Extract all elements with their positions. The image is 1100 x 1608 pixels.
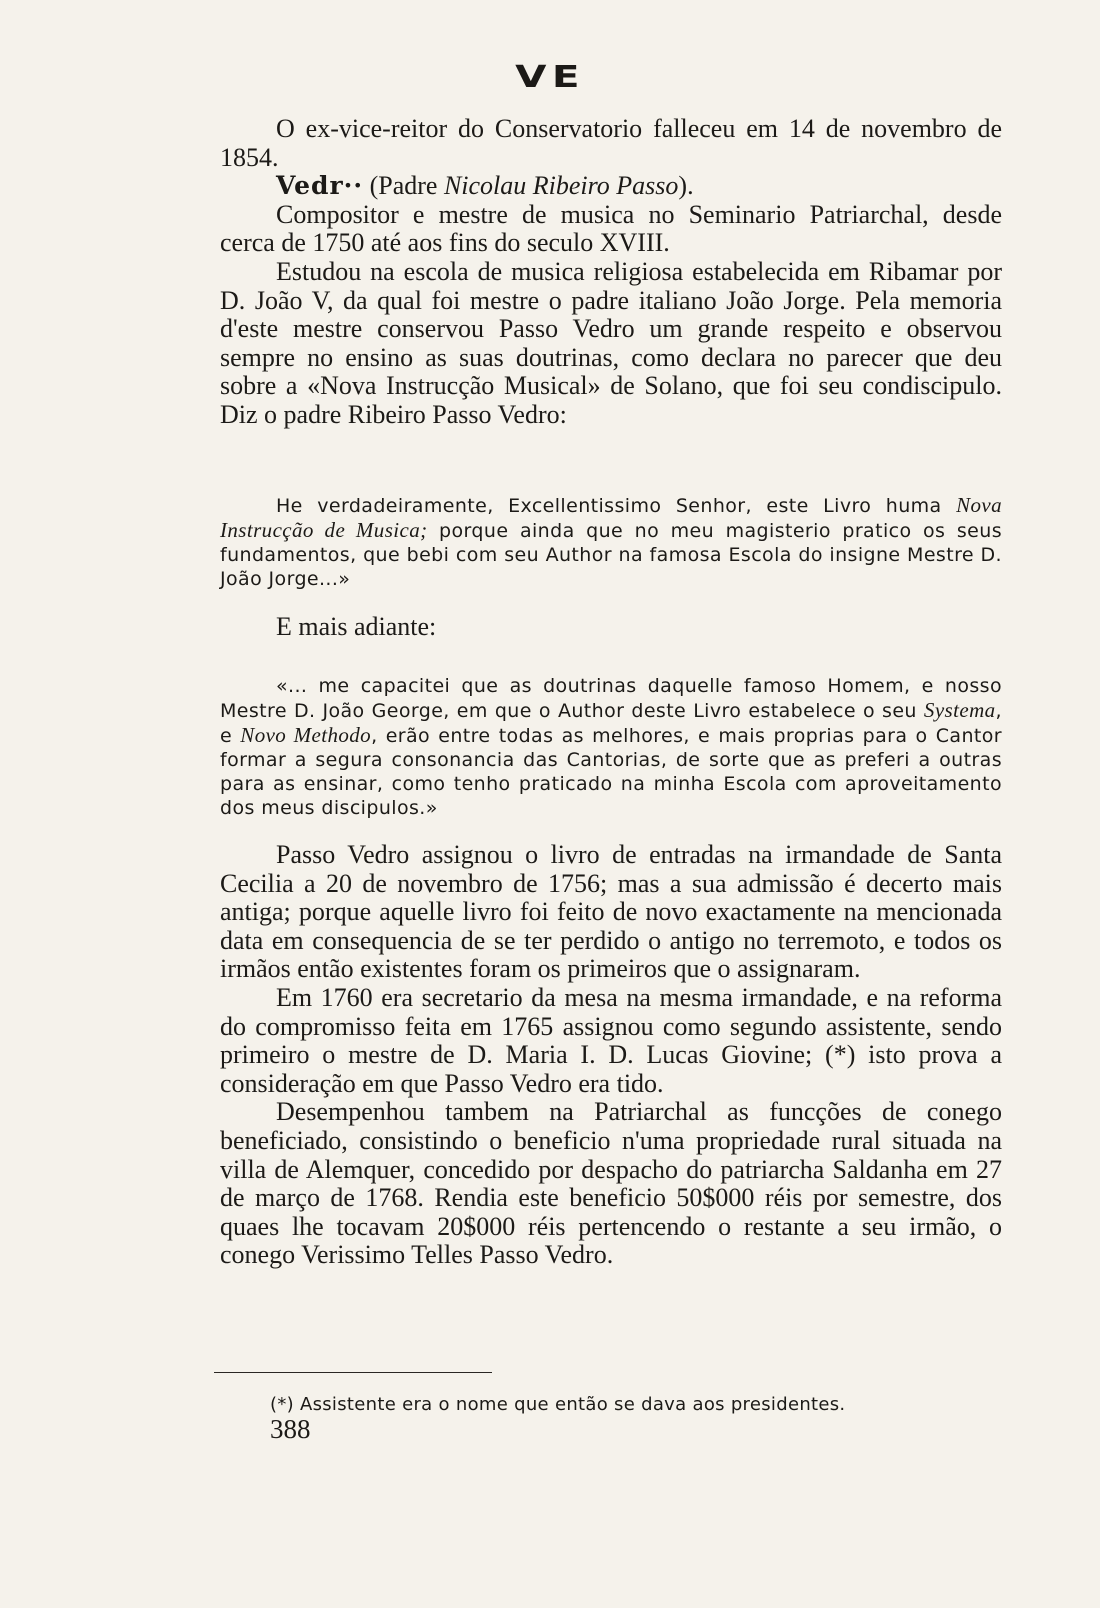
- running-header: VE: [515, 60, 585, 95]
- footnote-rule: [214, 1372, 492, 1373]
- entry-full-name: Nicolau Ribeiro Passo: [443, 171, 679, 201]
- quote-1-part-2: porque ainda que no meu magisterio pratico os seus fundamentos, que bebi com seu Author na famosa Escola do insigne Mestre D. João Jorge...»: [220, 520, 1002, 590]
- footnote: (*) Assistente era o nome que então se dava aos presidentes.: [270, 1394, 846, 1415]
- quote-2-part-1: «... me capacitei que as doutrinas daquelle famoso Homem, e nosso Mestre D. João George, em que o Author deste Livro estabelece o seu: [220, 675, 1002, 722]
- body-text-bottom: [220, 841, 1002, 1270]
- quote-2-italic-2: Novo Methodo: [240, 723, 372, 747]
- quote-1-part-1: He verdadeiramente, Excellentissimo Senhor, este Livro huma: [276, 495, 957, 517]
- entry-heading: [220, 172, 1002, 201]
- quote-1-italic-1: Nova Instrucção de Musica;: [220, 493, 1002, 542]
- paragraph-secretario: Em 1760 era secretario da mesa na mesma irmandade, e na reforma do compromisso feita em 1765 assignou como segundo assistente, sendo primeiro o mestre de D. Maria I. D. Lucas Giovine; (*) isto prova a consideração em que Passo Vedro era tido.: [220, 982, 1002, 1098]
- paragraph-estudou: Estudou na escola de musica religiosa estabelecida em Ribamar por D. João V, da qual foi mestre o padre italiano João Jorge. Pela memoria d'este mestre conservou Passo Vedro um grande respeito e observou sempre no ensino as suas doutrinas, como declara no parecer que deu sobre a «Nova Instrucção Musical» de Solano, que foi seu condiscipulo. Diz o padre Ribeiro Passo Vedro:: [220, 256, 1002, 429]
- block-quote-2: [220, 674, 1002, 820]
- body-text-top: [220, 115, 1002, 430]
- paragraph-compositor: Compositor e mestre de musica no Seminario Patriarchal, desde cerca de 1750 até aos fins do seculo XVIII.: [220, 199, 1002, 258]
- entry-paren-open: (Padre: [369, 171, 444, 201]
- quote-2-italic-1: Systema: [923, 698, 996, 722]
- e-mais-adiante: E mais adiante:: [276, 612, 437, 641]
- entry-name: Vedr··: [276, 171, 364, 201]
- quote-2-part-3: , erão entre todas as melhores, e mais proprias para o Cantor formar a segura consonancia das Cantorias, de sorte que as preferi a outras para as ensinar, como tenho praticado na minha Escola com aproveitamento dos meus discipulos.»: [220, 725, 1003, 819]
- paragraph-conservatorio: O ex-vice-reitor do Conservatorio falleceu em 14 de novembro de 1854.: [220, 114, 1002, 172]
- page-number: 388: [270, 1414, 311, 1444]
- paragraph-desempenhou: Desempenhou tambem na Patriarchal as funcções de conego beneficiado, consistindo o beneficio n'uma propriedade rural situada na villa de Alemquer, concedido por despacho do patriarcha Saldanha em 27 de março de 1768. Rendia este beneficio 50$000 réis por semestre, dos quaes lhe tocavam 20$000 réis pertencendo o restante a seu irmão, o conego Verissimo Telles Passo Vedro.: [220, 1097, 1002, 1270]
- paragraph-assignou: Passo Vedro assignou o livro de entradas na irmandade de Santa Cecilia a 20 de novembro de 1756; mas a sua admissão é decerto mais antiga; porque aquelle livro foi feito de novo exactamente na mencionada data em consequencia de se ter perdido o antigo no terremoto, e todos os irmãos então existentes foram os primeiros que o assignaram.: [220, 840, 1002, 984]
- quote-2-part-2: , e: [220, 700, 1002, 747]
- block-quote-1: [220, 493, 1002, 591]
- entry-paren-close: ).: [678, 171, 694, 201]
